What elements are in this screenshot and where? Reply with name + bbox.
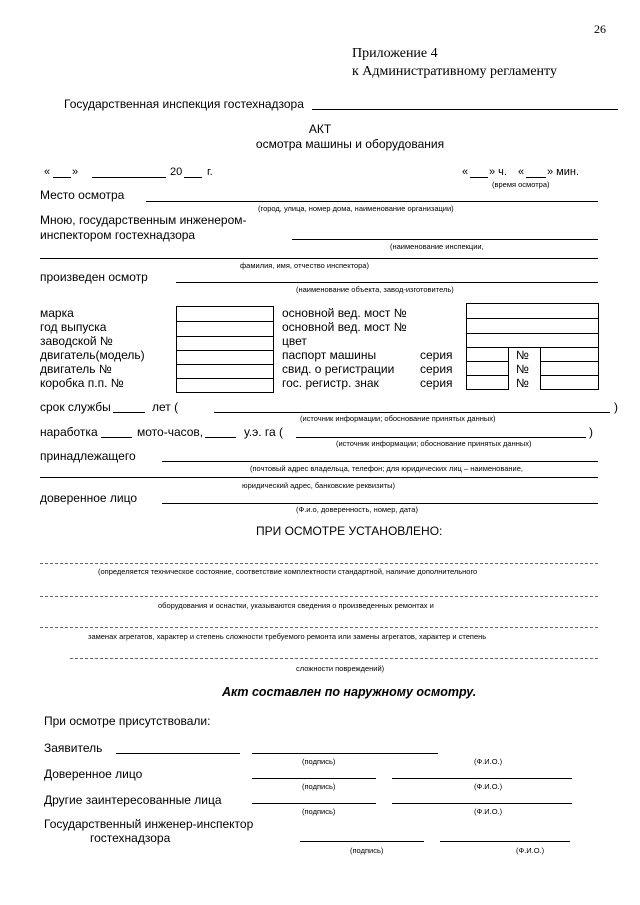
service-caption: (источник информации; обоснование принятых данных)	[300, 414, 496, 423]
others-label: Другие заинтересованные лица	[44, 793, 222, 807]
inspected-field[interactable]	[176, 282, 598, 283]
hours-close: )	[589, 425, 593, 439]
page-number: 26	[594, 22, 606, 36]
number-label: №	[516, 376, 529, 390]
inspector-name-field[interactable]	[440, 841, 570, 842]
appendix-line-2: к Административному регламенту	[352, 64, 557, 79]
series-label: серия	[420, 362, 453, 376]
inspector-sign-caption: (подпись)	[350, 846, 384, 855]
vehicle-year-box[interactable]	[176, 321, 274, 337]
findings-line-4[interactable]	[70, 658, 598, 659]
inspector-caption-2: фамилия, имя, отчество инспектора)	[240, 261, 369, 270]
appendix-line-1: Приложение 4	[352, 46, 438, 61]
present-label: При осмотре присутствовали:	[44, 714, 211, 728]
applicant-fio-caption: (Ф.И.О.)	[474, 757, 503, 766]
act-subtitle: осмотра машины и оборудования	[255, 137, 445, 151]
date-close-quote: »	[72, 166, 79, 178]
owner-field[interactable]	[162, 461, 598, 462]
axle-1-box[interactable]	[466, 303, 599, 319]
passport-number-box[interactable]	[540, 347, 599, 362]
applicant-signature-field[interactable]	[116, 753, 240, 754]
vehicle-right-label: основной вед. мост №	[282, 320, 407, 334]
inspection-label: Государственная инспекция гостехнадзора	[64, 97, 304, 111]
applicant-label: Заявитель	[44, 741, 103, 755]
state-inspector-line-1: Государственный инженер-инспектор	[44, 817, 254, 831]
vehicle-right-label: основной вед. мост №	[282, 306, 407, 320]
place-caption: (город, улица, номер дома, наименование организации)	[258, 204, 454, 213]
vehicle-right-label: паспорт машины	[282, 348, 377, 362]
inspected-label: произведен осмотр	[40, 270, 148, 284]
proxy-caption: (Ф.и.о, доверенность, номер, дата)	[296, 505, 418, 514]
color-box[interactable]	[466, 333, 599, 348]
proxy-signature-label: Доверенное лицо	[44, 767, 143, 781]
date-month-field[interactable]	[92, 177, 166, 178]
inspector-fio-caption: (Ф.И.О.)	[516, 846, 545, 855]
vehicle-right-label: гос. регистр. знак	[282, 376, 379, 390]
time-hours-field[interactable]	[470, 177, 488, 178]
inspector-inspection-field[interactable]	[292, 239, 598, 240]
external-inspection-note: Акт составлен по наружному осмотру.	[222, 685, 477, 699]
hours-caption: (источник информации; обоснование принятых данных)	[336, 439, 532, 448]
findings-line-2[interactable]	[40, 596, 598, 597]
proxy-signature-field[interactable]	[252, 778, 376, 779]
time-open-quote-2: «	[518, 166, 525, 178]
date-year-suffix: г.	[207, 166, 213, 178]
place-field[interactable]	[146, 201, 598, 202]
number-label: №	[516, 362, 529, 376]
vehicle-factory-number-box[interactable]	[176, 336, 274, 351]
others-name-field[interactable]	[392, 803, 572, 804]
applicant-name-field[interactable]	[252, 753, 438, 754]
vehicle-right-label: цвет	[282, 334, 307, 348]
act-title: АКТ	[308, 122, 332, 136]
vehicle-left-label: двигатель №	[40, 362, 112, 376]
owner-label: принадлежащего	[40, 449, 136, 463]
place-label: Место осмотра	[40, 188, 125, 202]
hours-source-field[interactable]	[296, 437, 586, 438]
others-fio-caption: (Ф.И.О.)	[474, 807, 503, 816]
hours-ue-field[interactable]	[205, 437, 236, 438]
findings-caption-2: оборудования и оснастки, указываются сведения о произведенных ремонтах и	[158, 601, 434, 610]
hours-moto-text: мото-часов,	[137, 425, 204, 439]
vehicle-left-label: марка	[40, 306, 74, 320]
owner-caption-1: (почтовый адрес владельца, телефон; для юридических лиц – наименование,	[250, 464, 523, 473]
service-close: )	[614, 400, 618, 414]
time-minutes-field[interactable]	[526, 177, 546, 178]
service-years-text: лет (	[152, 400, 179, 414]
vehicle-right-label: свид. о регистрации	[282, 362, 395, 376]
inspection-field[interactable]	[312, 109, 618, 110]
findings-heading: ПРИ ОСМОТРЕ УСТАНОВЛЕНО:	[256, 524, 443, 538]
service-label: срок службы	[40, 400, 111, 414]
inspector-name-field[interactable]	[40, 258, 598, 259]
hours-moto-field[interactable]	[101, 437, 132, 438]
axle-2-box[interactable]	[466, 318, 599, 334]
passport-series-box[interactable]	[466, 347, 509, 362]
inspector-line-1: Мною, государственным инженером-	[40, 213, 247, 227]
hours-ue-text: у.э. га (	[244, 425, 284, 439]
plate-series-box[interactable]	[466, 375, 509, 390]
vehicle-engine-model-box[interactable]	[176, 350, 274, 365]
date-open-quote: «	[44, 166, 51, 178]
proxy-field[interactable]	[162, 503, 598, 504]
findings-line-1[interactable]	[40, 563, 598, 564]
date-day-field[interactable]	[53, 177, 71, 178]
time-minutes-text: » мин.	[547, 166, 580, 178]
owner-caption-2: юридический адрес, банковские реквизиты)	[242, 481, 396, 490]
plate-number-box[interactable]	[540, 375, 599, 390]
date-year-prefix: 20	[170, 166, 183, 178]
series-label: серия	[420, 376, 453, 390]
proxy-sign-caption: (подпись)	[302, 782, 336, 791]
proxy-name-field[interactable]	[392, 778, 572, 779]
inspected-caption: (наименование объекта, завод-изготовитель)	[296, 285, 454, 294]
service-source-field[interactable]	[214, 412, 610, 413]
time-hours-text: » ч.	[489, 166, 507, 178]
findings-caption-4: сложности повреждений)	[296, 664, 385, 673]
registration-number-box[interactable]	[540, 361, 599, 376]
vehicle-left-label: заводской №	[40, 334, 113, 348]
time-open-quote: «	[462, 166, 469, 178]
state-inspector-line-2: гостехнадзора	[90, 831, 171, 845]
inspector-signature-field[interactable]	[300, 841, 424, 842]
vehicle-gearbox-box[interactable]	[176, 378, 274, 393]
hours-label: наработка	[40, 425, 98, 439]
date-year-field[interactable]	[184, 177, 202, 178]
inspector-line-2: инспектором гостехнадзора	[40, 228, 196, 242]
series-label: серия	[420, 348, 453, 362]
proxy-label: доверенное лицо	[40, 491, 137, 505]
inspector-caption-1: (наименование инспекции,	[390, 242, 484, 251]
others-signature-field[interactable]	[252, 803, 376, 804]
others-sign-caption: (подпись)	[302, 807, 336, 816]
vehicle-left-label: коробка п.п. №	[40, 376, 124, 390]
number-label: №	[516, 348, 529, 362]
vehicle-brand-box[interactable]	[176, 306, 274, 322]
time-caption: (время осмотра)	[492, 180, 550, 189]
findings-line-3[interactable]	[40, 627, 598, 628]
service-years-field[interactable]	[113, 412, 145, 413]
vehicle-engine-number-box[interactable]	[176, 364, 274, 379]
proxy-fio-caption: (Ф.И.О.)	[474, 782, 503, 791]
vehicle-left-label: двигатель(модель)	[40, 348, 145, 362]
vehicle-left-label: год выпуска	[40, 320, 107, 334]
findings-caption-3: заменах агрегатов, характер и степень сложности требуемого ремонта или замены агрегатов, характер и степень	[88, 632, 487, 641]
findings-caption-1: (определяется техническое состояние, соответствие комплектности стандартной, наличие дополнительного	[98, 567, 478, 576]
applicant-sign-caption: (подпись)	[302, 757, 336, 766]
owner-field-2[interactable]	[40, 477, 598, 478]
registration-series-box[interactable]	[466, 361, 509, 376]
